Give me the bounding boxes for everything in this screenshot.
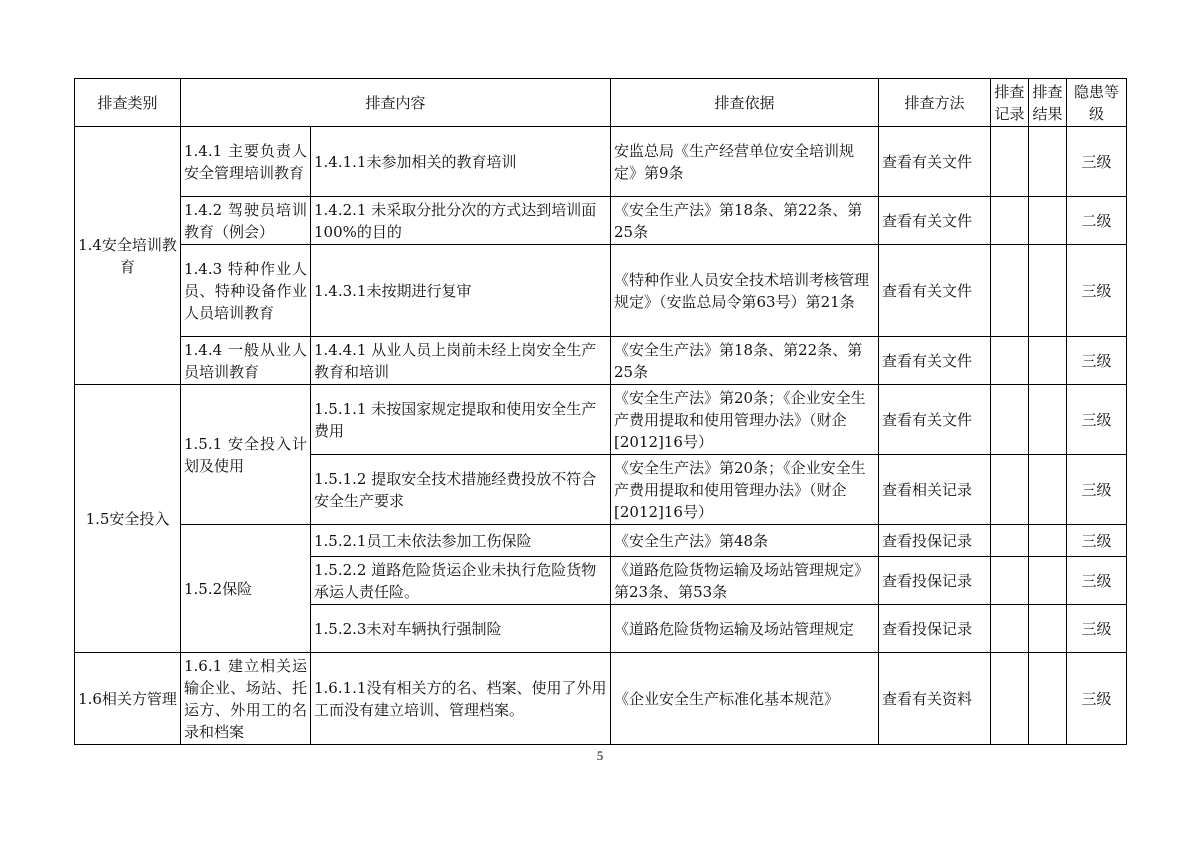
header-result: 排查结果 [1029, 79, 1067, 127]
method-cell: 查看有关文件 [879, 127, 991, 197]
basis-cell: 《特种作业人员安全技术培训考核管理规定》（安监总局令第63号）第21条 [611, 245, 879, 337]
table-row [75, 127, 1127, 197]
item-cell: 1.5.2.2 道路危险货运企业未执行危险货物承运人责任险。 [311, 557, 611, 605]
header-category: 排查类别 [75, 79, 181, 127]
method-cell: 查看投保记录 [879, 525, 991, 557]
subcategory-cell: 1.5.1 安全投入计划及使用 [181, 385, 311, 525]
basis-cell: 《安全生产法》第20条；《企业安全生产费用提取和使用管理办法》（财企[2012]16号） [611, 455, 879, 525]
record-cell [991, 653, 1029, 745]
item-cell: 1.4.4.1 从业人员上岗前未经上岗安全生产教育和培训 [311, 337, 611, 385]
record-cell [991, 127, 1029, 197]
basis-cell: 《安全生产法》第18条、第22条、第25条 [611, 337, 879, 385]
item-cell: 1.5.2.1员工未依法参加工伤保险 [311, 525, 611, 557]
basis-cell: 《企业安全生产标准化基本规范》 [611, 653, 879, 745]
item-cell: 1.4.2.1 未采取分批分次的方式达到培训面100%的目的 [311, 197, 611, 245]
record-cell [991, 245, 1029, 337]
item-cell: 1.5.1.1 未按国家规定提取和使用安全生产费用 [311, 385, 611, 455]
level-cell: 三级 [1067, 127, 1127, 197]
record-cell [991, 525, 1029, 557]
basis-cell: 《安全生产法》第20条；《企业安全生产费用提取和使用管理办法》（财企[2012]16号） [611, 385, 879, 455]
page-number: 5 [596, 748, 604, 763]
header-row [75, 79, 1127, 127]
table-row [75, 525, 1127, 557]
record-cell [991, 337, 1029, 385]
basis-cell: 《安全生产法》第18条、第22条、第25条 [611, 197, 879, 245]
result-cell [1029, 653, 1067, 745]
level-cell: 三级 [1067, 245, 1127, 337]
method-cell: 查看有关文件 [879, 197, 991, 245]
subcategory-cell: 1.4.2 驾驶员培训教育（例会） [181, 197, 311, 245]
table-row [75, 337, 1127, 385]
record-cell [991, 455, 1029, 525]
level-cell: 三级 [1067, 525, 1127, 557]
level-cell: 三级 [1067, 385, 1127, 455]
record-cell [991, 605, 1029, 653]
item-cell: 1.5.1.2 提取安全技术措施经费投放不符合安全生产要求 [311, 455, 611, 525]
record-cell [991, 557, 1029, 605]
result-cell [1029, 337, 1067, 385]
header-method: 排查方法 [879, 79, 991, 127]
basis-cell: 《道路危险货物运输及场站管理规定 [611, 605, 879, 653]
method-cell: 查看有关文件 [879, 337, 991, 385]
subcategory-cell: 1.4.1 主要负责人安全管理培训教育 [181, 127, 311, 197]
basis-cell: 安监总局《生产经营单位安全培训规定》第9条 [611, 127, 879, 197]
method-cell: 查看有关文件 [879, 385, 991, 455]
item-cell: 1.4.1.1未参加相关的教育培训 [311, 127, 611, 197]
method-cell: 查看投保记录 [879, 605, 991, 653]
basis-cell: 《道路危险货物运输及场站管理规定》第23条、第53条 [611, 557, 879, 605]
method-cell: 查看相关记录 [879, 455, 991, 525]
item-cell: 1.4.3.1未按期进行复审 [311, 245, 611, 337]
subcategory-cell: 1.4.3 特种作业人员、特种设备作业人员培训教育 [181, 245, 311, 337]
result-cell [1029, 245, 1067, 337]
level-cell: 三级 [1067, 605, 1127, 653]
hazard-inspection-table [74, 78, 1127, 745]
category-cell: 1.5安全投入 [75, 385, 181, 653]
item-cell: 1.5.2.3未对车辆执行强制险 [311, 605, 611, 653]
result-cell [1029, 197, 1067, 245]
subcategory-cell: 1.5.2保险 [181, 525, 311, 653]
category-cell: 1.6相关方管理 [75, 653, 181, 745]
method-cell: 查看投保记录 [879, 557, 991, 605]
method-cell: 查看有关文件 [879, 245, 991, 337]
record-cell [991, 197, 1029, 245]
header-content: 排查内容 [181, 79, 611, 127]
header-record: 排查记录 [991, 79, 1029, 127]
method-cell: 查看有关资料 [879, 653, 991, 745]
result-cell [1029, 127, 1067, 197]
table-row [75, 197, 1127, 245]
record-cell [991, 385, 1029, 455]
level-cell: 三级 [1067, 557, 1127, 605]
level-cell: 三级 [1067, 455, 1127, 525]
table-row [75, 245, 1127, 337]
level-cell: 二级 [1067, 197, 1127, 245]
category-cell: 1.4安全培训教育 [75, 127, 181, 385]
result-cell [1029, 385, 1067, 455]
result-cell [1029, 455, 1067, 525]
level-cell: 三级 [1067, 337, 1127, 385]
basis-cell: 《安全生产法》第48条 [611, 525, 879, 557]
subcategory-cell: 1.6.1 建立相关运输企业、场站、托运方、外用工的名录和档案 [181, 653, 311, 745]
table-row [75, 653, 1127, 745]
result-cell [1029, 605, 1067, 653]
table-row [75, 385, 1127, 455]
subcategory-cell: 1.4.4 一般从业人员培训教育 [181, 337, 311, 385]
level-cell: 三级 [1067, 653, 1127, 745]
result-cell [1029, 525, 1067, 557]
item-cell: 1.6.1.1没有相关方的名、档案、使用了外用工而没有建立培训、管理档案。 [311, 653, 611, 745]
header-basis: 排查依据 [611, 79, 879, 127]
result-cell [1029, 557, 1067, 605]
header-level: 隐患等级 [1067, 79, 1127, 127]
